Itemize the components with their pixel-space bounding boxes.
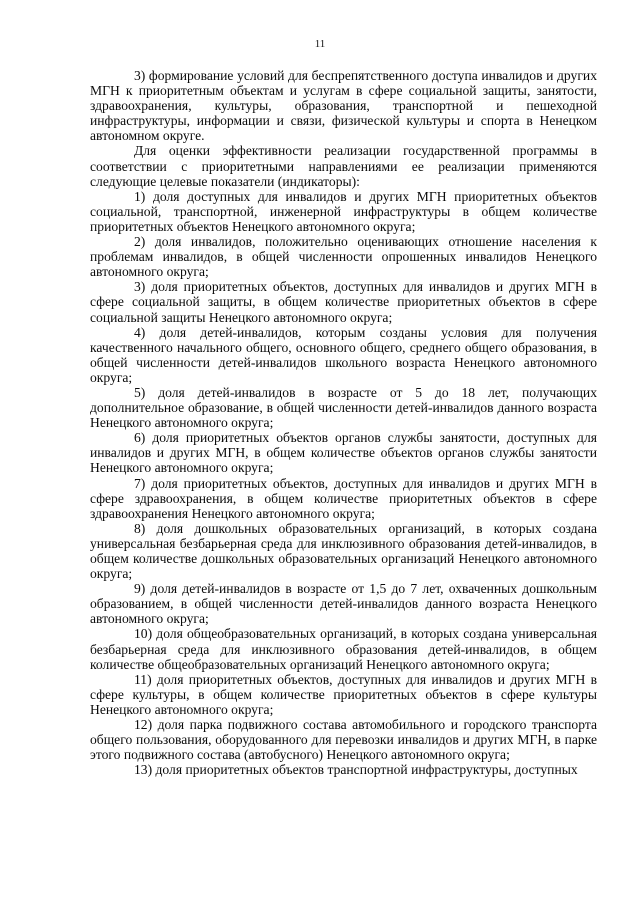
indicator-12: 12) доля парка подвижного состава автомобильного и городского транспорта общего пользования, оборудованного для перевозки инвалидов и других МГН, в парке этого подвижного состава (автобусного) Ненецкого автономного округа; xyxy=(90,717,597,763)
indicator-7: 7) доля приоритетных объектов, доступных для инвалидов и других МГН в сфере здравоохранения, в общем количестве приоритетных объектов в сфере здравоохранения Ненецкого автономного округа; xyxy=(90,475,597,521)
indicator-9: 9) доля детей-инвалидов в возрасте от 1,5 до 7 лет, охваченных дошкольным образованием, в общей численности детей-инвалидов данного возраста Ненецкого автономного округа; xyxy=(90,581,597,627)
indicator-3: 3) доля приоритетных объектов, доступных для инвалидов и других МГН в сфере социальной защиты, в общем количестве приоритетных объектов в сфере социальной защиты Ненецкого автономного округа; xyxy=(90,279,597,325)
paragraph-indicators-intro: Для оценки эффективности реализации государственной программы в соответствии с приоритетными направлениями ее реализации применяются следующие целевые показатели (индикаторы): xyxy=(90,143,597,189)
indicator-11: 11) доля приоритетных объектов, доступных для инвалидов и других МГН в сфере культуры, в общем количестве приоритетных объектов в сфере культуры Ненецкого автономного округа; xyxy=(90,671,597,717)
indicator-5: 5) доля детей-инвалидов в возрасте от 5 до 18 лет, получающих дополнительное образование, в общей численности детей-инвалидов данного возраста Ненецкого автономного округа; xyxy=(90,384,597,431)
indicator-10: 10) доля общеобразовательных организаций, в которых создана универсальная безбарьерная среда для инклюзивного образования детей-инвалидов, в общем количестве общеобразовательных организаций Ненецкого автономного округа; xyxy=(90,626,597,672)
indicator-2: 2) доля инвалидов, положительно оценивающих отношение населения к проблемам инвалидов, в общей численности опрошенных инвалидов Ненецкого автономного округа; xyxy=(90,234,597,280)
indicator-1: 1) доля доступных для инвалидов и других МГН приоритетных объектов социальной, транспортной, инженерной инфраструктуры в общем количестве приоритетных объектов Ненецкого автономного округа; xyxy=(90,188,597,234)
paragraph-goal-3: 3) формирование условий для беспрепятственного доступа инвалидов и других МГН к приоритетным объектам и услугам в сфере социальной защиты, занятости, здравоохранения, культуры, образования, транспортной и пешеходной инфраструктуры, информации и связи, физической культуры и спорта в Ненецком автономном округе. xyxy=(90,68,597,144)
indicator-8: 8) доля дошкольных образовательных организаций, в которых создана универсальная безбарьерная среда для инклюзивного образования детей-инвалидов, в общем количестве дошкольных образовательных организаций Ненецкого автономного округа; xyxy=(90,520,597,582)
page-number: 11 xyxy=(314,38,326,50)
indicator-6: 6) доля приоритетных объектов органов службы занятости, доступных для инвалидов и других МГН, в общем количестве объектов органов службы занятости Ненецкого автономного округа; xyxy=(90,430,597,476)
indicator-4: 4) доля детей-инвалидов, которым созданы условия для получения качественного начального общего, основного общего, среднего общего образования, в общей численности детей-инвалидов школьного возраста Ненецкого автономного округа; xyxy=(90,324,597,385)
body-text xyxy=(90,68,597,777)
indicator-13: 13) доля приоритетных объектов транспортной инфраструктуры, доступных xyxy=(134,762,578,778)
